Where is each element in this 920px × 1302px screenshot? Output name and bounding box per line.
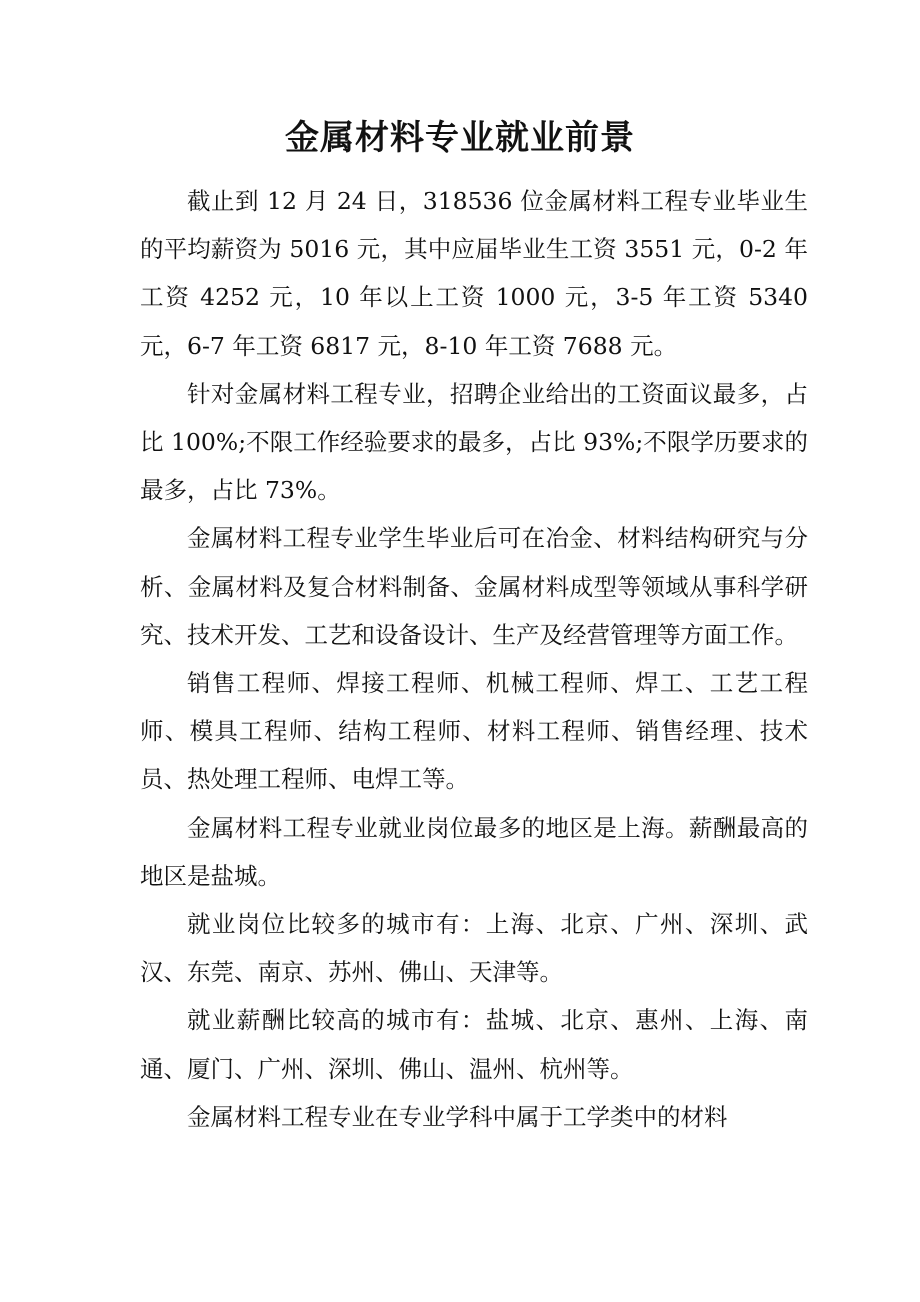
paragraph-salary-overview: 截止到 12 月 24 日，318536 位金属材料工程专业毕业生的平均薪资为 5016 元，其中应届毕业生工资 3551 元，0-2 年工资 4252 元，10 年以上工资 1000 元，3-5 年工资 5340 元，6-7 年工资 6817 元，8-10 年工资 7688 元。: [140, 187, 808, 360]
paragraph-cities-highest-pay: 就业薪酬比较高的城市有：盐城、北京、惠州、上海、南通、厦门、广州、深圳、佛山、温州、杭州等。: [140, 1006, 808, 1083]
paragraph-recruitment-stats: 针对金属材料工程专业，招聘企业给出的工资面议最多，占比 100%;不限工作经验要求的最多，占比 93%;不限学历要求的最多，占比 73%。: [140, 379, 808, 505]
paragraph-cities-most-jobs: 就业岗位比较多的城市有：上海、北京、广州、深圳、武汉、东莞、南京、苏州、佛山、天津等。: [140, 910, 808, 987]
paragraph-career-fields: 金属材料工程专业学生毕业后可在冶金、材料结构研究与分析、金属材料及复合材料制备、金属材料成型等领域从事科学研究、技术开发、工艺和设备设计、生产及经营管理等方面工作。: [140, 524, 808, 649]
paragraph-discipline-classification: 金属材料工程专业在专业学科中属于工学类中的材料: [187, 1102, 728, 1131]
document-title: 金属材料专业就业前景: [285, 118, 635, 158]
paragraph-job-titles: 销售工程师、焊接工程师、机械工程师、焊工、工艺工程师、模具工程师、结构工程师、材料工程师、销售经理、技术员、热处理工程师、电焊工等。: [140, 669, 808, 794]
paragraph-top-regions: 金属材料工程专业就业岗位最多的地区是上海。薪酬最高的地区是盐城。: [140, 813, 808, 890]
document-body: [140, 177, 808, 1141]
